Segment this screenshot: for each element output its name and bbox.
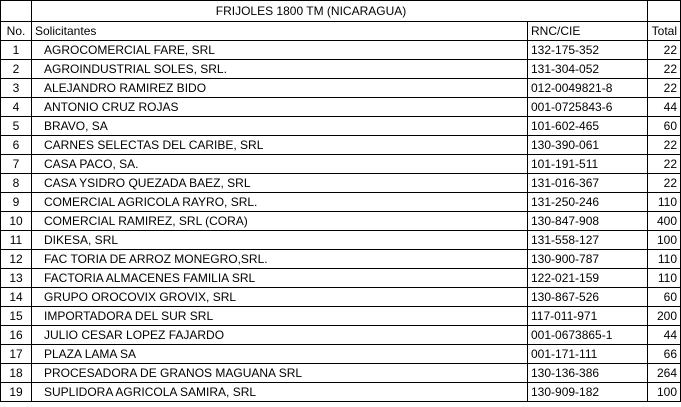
title-spacer-cell	[648, 1, 681, 22]
total-cell: 60	[648, 288, 681, 307]
total-cell: 60	[648, 117, 681, 136]
applicant-name-cell: AGROINDUSTRIAL SOLES, SRL.	[32, 60, 528, 79]
table-row	[1, 41, 681, 60]
header-row	[1, 22, 681, 41]
table-row	[1, 117, 681, 136]
row-number-cell: 10	[1, 212, 32, 231]
total-cell: 110	[648, 250, 681, 269]
rnc-cell: 001-0673865-1	[528, 326, 648, 345]
applicant-name-cell: AGROCOMERCIAL FARE, SRL	[32, 41, 528, 60]
row-number-cell: 12	[1, 250, 32, 269]
applicant-name-cell: CARNES SELECTAS DEL CARIBE, SRL	[32, 136, 528, 155]
row-number-cell: 1	[1, 41, 32, 60]
rnc-cell: 001-0725843-6	[528, 98, 648, 117]
total-cell: 100	[648, 383, 681, 402]
table-row	[1, 364, 681, 383]
applicant-name-cell: GRUPO OROCOVIX GROVIX, SRL	[32, 288, 528, 307]
column-header-rnc: RNC/CIE	[528, 22, 648, 41]
row-number-cell: 2	[1, 60, 32, 79]
total-cell: 100	[648, 231, 681, 250]
table-row	[1, 345, 681, 364]
rnc-cell: 130-909-182	[528, 383, 648, 402]
column-header-no: No.	[1, 22, 32, 41]
applicant-name-cell: FAC TORIA DE ARROZ MONEGRO,SRL.	[32, 250, 528, 269]
row-number-cell: 19	[1, 383, 32, 402]
table-row	[1, 79, 681, 98]
total-cell: 44	[648, 326, 681, 345]
applicant-name-cell: IMPORTADORA DEL SUR SRL	[32, 307, 528, 326]
table-row	[1, 326, 681, 345]
column-header-total: Total	[648, 22, 681, 41]
total-cell: 22	[648, 174, 681, 193]
total-cell: 66	[648, 345, 681, 364]
total-cell: 22	[648, 79, 681, 98]
applicant-name-cell: COMERCIAL AGRICOLA RAYRO, SRL.	[32, 193, 528, 212]
table-row	[1, 288, 681, 307]
table-row	[1, 136, 681, 155]
table-row	[1, 250, 681, 269]
table-row	[1, 231, 681, 250]
total-cell: 264	[648, 364, 681, 383]
table-row	[1, 212, 681, 231]
applicant-name-cell: DIKESA, SRL	[32, 231, 528, 250]
table-row	[1, 174, 681, 193]
rnc-cell: 130-900-787	[528, 250, 648, 269]
row-number-cell: 18	[1, 364, 32, 383]
total-cell: 22	[648, 136, 681, 155]
applicant-name-cell: FACTORIA ALMACENES FAMILIA SRL	[32, 269, 528, 288]
title-spacer-cell	[1, 1, 32, 22]
table-row	[1, 193, 681, 212]
row-number-cell: 9	[1, 193, 32, 212]
title-row	[1, 1, 681, 22]
applicant-name-cell: SUPLIDORA AGRICOLA SAMIRA, SRL	[32, 383, 528, 402]
applicant-name-cell: BRAVO, SA	[32, 117, 528, 136]
total-cell: 110	[648, 193, 681, 212]
applicant-name-cell: ANTONIO CRUZ ROJAS	[32, 98, 528, 117]
rnc-cell: 130-867-526	[528, 288, 648, 307]
column-header-name: Solicitantes	[32, 22, 528, 41]
total-cell: 44	[648, 98, 681, 117]
total-cell: 200	[648, 307, 681, 326]
applicant-name-cell: CASA YSIDRO QUEZADA BAEZ, SRL	[32, 174, 528, 193]
table-row	[1, 307, 681, 326]
rnc-cell: 131-250-246	[528, 193, 648, 212]
applicant-name-cell: JULIO CESAR LOPEZ FAJARDO	[32, 326, 528, 345]
row-number-cell: 15	[1, 307, 32, 326]
applicant-name-cell: CASA PACO, SA.	[32, 155, 528, 174]
row-number-cell: 4	[1, 98, 32, 117]
table-row	[1, 98, 681, 117]
total-cell: 22	[648, 60, 681, 79]
rnc-cell: 101-602-465	[528, 117, 648, 136]
row-number-cell: 13	[1, 269, 32, 288]
rnc-cell: 130-847-908	[528, 212, 648, 231]
rnc-cell: 131-304-052	[528, 60, 648, 79]
total-cell: 400	[648, 212, 681, 231]
applicant-name-cell: ALEJANDRO RAMIREZ BIDO	[32, 79, 528, 98]
table-row	[1, 155, 681, 174]
total-cell: 110	[648, 269, 681, 288]
rnc-cell: 131-558-127	[528, 231, 648, 250]
row-number-cell: 8	[1, 174, 32, 193]
applicant-name-cell: PLAZA LAMA SA	[32, 345, 528, 364]
rnc-cell: 012-0049821-8	[528, 79, 648, 98]
table-title: FRIJOLES 1800 TM (NICARAGUA)	[32, 1, 648, 22]
row-number-cell: 6	[1, 136, 32, 155]
row-number-cell: 5	[1, 117, 32, 136]
applicant-name-cell: COMERCIAL RAMIREZ, SRL (CORA)	[32, 212, 528, 231]
total-cell: 22	[648, 155, 681, 174]
total-cell: 22	[648, 41, 681, 60]
rnc-cell: 117-011-971	[528, 307, 648, 326]
row-number-cell: 11	[1, 231, 32, 250]
row-number-cell: 17	[1, 345, 32, 364]
rnc-cell: 131-016-367	[528, 174, 648, 193]
rnc-cell: 101-191-511	[528, 155, 648, 174]
rnc-cell: 132-175-352	[528, 41, 648, 60]
rnc-cell: 001-171-111	[528, 345, 648, 364]
rnc-cell: 122-021-159	[528, 269, 648, 288]
row-number-cell: 3	[1, 79, 32, 98]
table-row	[1, 269, 681, 288]
rnc-cell: 130-136-386	[528, 364, 648, 383]
row-number-cell: 7	[1, 155, 32, 174]
applicant-name-cell: PROCESADORA DE GRANOS MAGUANA SRL	[32, 364, 528, 383]
row-number-cell: 14	[1, 288, 32, 307]
table-row	[1, 60, 681, 79]
row-number-cell: 16	[1, 326, 32, 345]
table-row	[1, 383, 681, 402]
rnc-cell: 130-390-061	[528, 136, 648, 155]
